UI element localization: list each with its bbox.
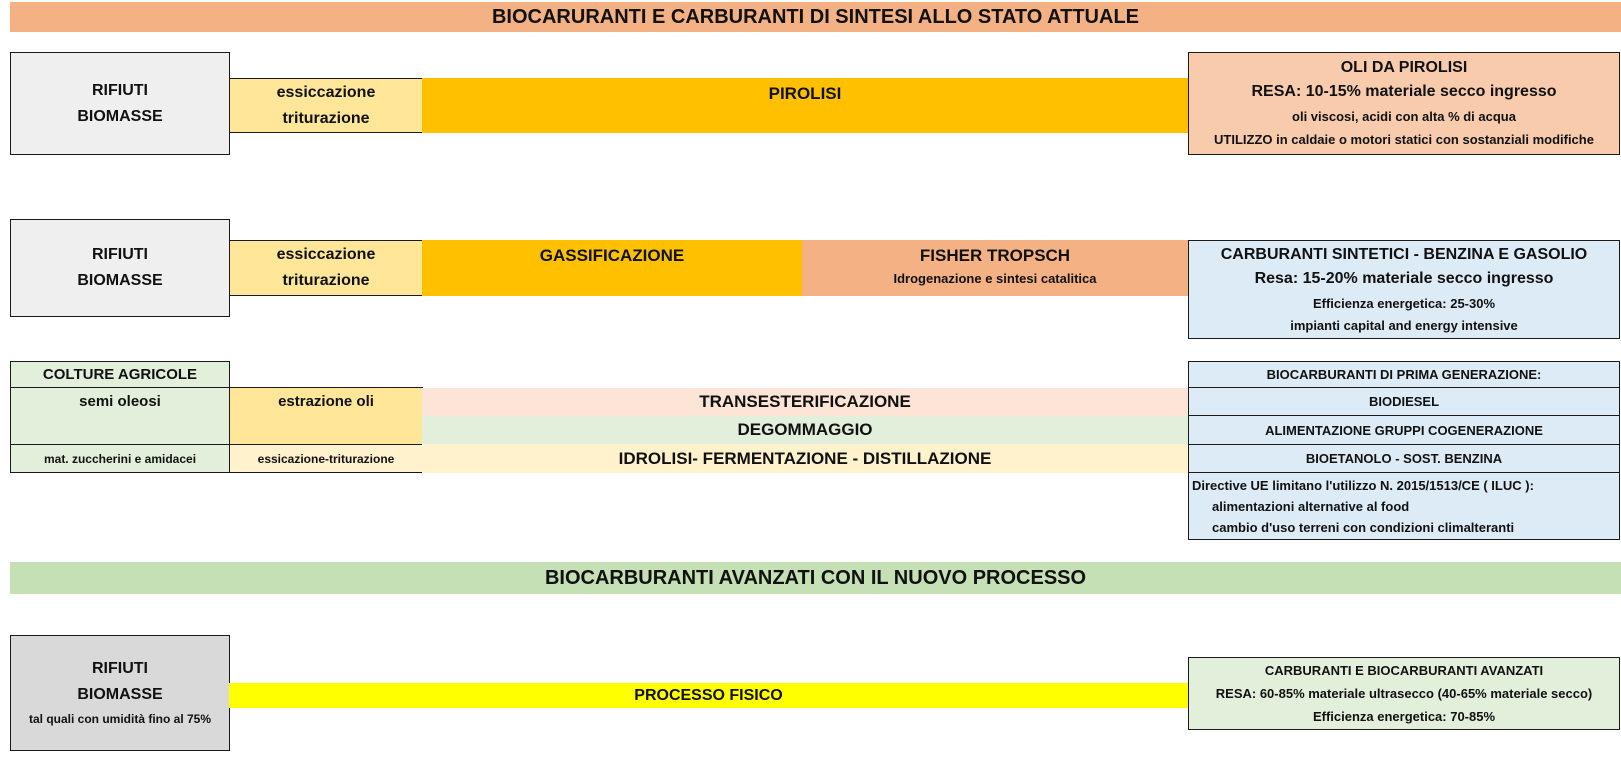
crop-oil-box xyxy=(10,387,230,445)
row4-process-label: PROCESSO FISICO xyxy=(634,686,783,704)
row1-input-line-2: BIOMASSE xyxy=(77,107,163,125)
row4-process-bar xyxy=(229,683,1188,708)
directive-title: Directive UE limitano l'utilizzo N. 2015/1513/CE ( ILUC ): xyxy=(1192,478,1534,493)
row2-output-box xyxy=(1188,240,1620,339)
row1-output-use: UTILIZZO in caldaie o motori statici con sostanziali modifiche xyxy=(1214,132,1594,147)
degumming-bar xyxy=(422,416,1188,444)
row1-output-box xyxy=(1188,52,1620,155)
row4-input-box xyxy=(10,635,230,751)
crop-oil-label: semi oleosi xyxy=(79,393,161,410)
row2-synthesis-bar xyxy=(802,240,1188,296)
prep-oil-label: estrazione oli xyxy=(278,393,374,410)
row2-prep-box xyxy=(229,240,423,296)
row4-output-title: CARBURANTI E BIOCARBURANTI AVANZATI xyxy=(1264,662,1544,678)
row2-output-title: CARBURANTI SINTETICI - BENZINA E GASOLIO xyxy=(1220,246,1588,263)
row4-input-note: tal quali con umidità fino al 75% xyxy=(28,712,212,726)
directive-item-1: alimentazioni alternative al food xyxy=(1212,499,1410,514)
degumming-label: DEGOMMAGGIO xyxy=(737,420,873,439)
row2-synthesis-title: FISHER TROPSCH xyxy=(919,246,1071,265)
prep-sugar-box xyxy=(229,444,423,473)
row4-output-eff: Efficienza energetica: 70-85% xyxy=(1312,708,1496,724)
row2-input-box xyxy=(10,219,230,317)
crop-sugar-box xyxy=(10,444,230,473)
row1-output-desc: oli viscosi, acidi con alta % di acqua xyxy=(1292,109,1516,124)
biodiesel-box xyxy=(1188,387,1620,416)
crop-sugar-label: mat. zuccherini e amidacei xyxy=(43,451,197,466)
first-gen-title: BIOCARBURANTI DI PRIMA GENERAZIONE: xyxy=(1266,367,1542,382)
transesterification-label: TRANSESTERIFICAZIONE xyxy=(699,392,911,411)
fermentation-label: IDROLISI- FERMENTAZIONE - DISTILLAZIONE xyxy=(618,448,992,468)
prep-sugar-label: essicazione-triturazione xyxy=(257,451,395,466)
row2-output-note: impianti capital and energy intensive xyxy=(1290,318,1518,333)
crops-title-box xyxy=(10,361,230,388)
row4-input-line-1: RIFIUTI xyxy=(92,660,148,677)
row2-output-resa: Resa: 15-20% materiale secco ingresso xyxy=(1254,270,1554,287)
row2-prep-line-2: triturazione xyxy=(282,272,370,289)
top-banner-title: BIOCARURANTI E CARBURANTI DI SINTESI ALLO STATO ATTUALE xyxy=(491,5,1139,28)
mid-banner-title: BIOCARBURANTI AVANZATI CON IL NUOVO PROCESSO xyxy=(544,566,1087,589)
cogeneration-label: ALIMENTAZIONE GRUPPI COGENERAZIONE xyxy=(1265,422,1543,438)
row1-input-box xyxy=(10,52,230,155)
first-gen-title-box xyxy=(1188,361,1620,388)
crops-title: COLTURE AGRICOLE xyxy=(42,366,198,383)
row1-output-resa: RESA: 10-15% materiale secco ingresso xyxy=(1251,83,1557,100)
fermentation-bar xyxy=(422,444,1188,473)
row2-prep-line-1: essiccazione xyxy=(276,246,376,263)
row2-synthesis-sub: Idrogenazione e sintesi catalitica xyxy=(893,271,1097,286)
mid-banner xyxy=(10,562,1621,594)
row2-process-bar xyxy=(422,240,802,296)
row4-output-box xyxy=(1188,657,1620,730)
row1-process-bar xyxy=(422,78,1188,133)
cogeneration-box xyxy=(1188,415,1620,445)
row1-process-label: PIROLISI xyxy=(768,84,842,103)
row2-process-label: GASSIFICAZIONE xyxy=(539,246,685,265)
top-banner xyxy=(10,2,1621,32)
row1-prep-line-1: essiccazione xyxy=(276,83,376,101)
directive-item-2: cambio d'uso terreni con condizioni climalteranti xyxy=(1212,520,1515,535)
biodiesel-label: BIODIESEL xyxy=(1368,394,1440,409)
directive-box xyxy=(1188,472,1620,540)
transesterification-bar xyxy=(422,388,1188,416)
row4-input-line-2: BIOMASSE xyxy=(77,686,163,703)
bioethanol-box xyxy=(1188,444,1620,473)
row2-input-line-2: BIOMASSE xyxy=(77,272,163,289)
prep-oil-box xyxy=(229,387,423,445)
row2-input-line-1: RIFIUTI xyxy=(92,246,148,263)
row1-prep-box xyxy=(229,78,423,133)
row2-output-eff: Efficienza energetica: 25-30% xyxy=(1312,296,1496,311)
bioethanol-label: BIOETANOLO - SOST. BENZINA xyxy=(1305,451,1503,466)
row4-output-resa: RESA: 60-85% materiale ultrasecco (40-65% materiale secco) xyxy=(1215,685,1593,701)
row1-input-line-1: RIFIUTI xyxy=(92,81,148,99)
row1-prep-line-2: triturazione xyxy=(282,109,370,127)
row1-output-title: OLI DA PIROLISI xyxy=(1340,59,1468,76)
